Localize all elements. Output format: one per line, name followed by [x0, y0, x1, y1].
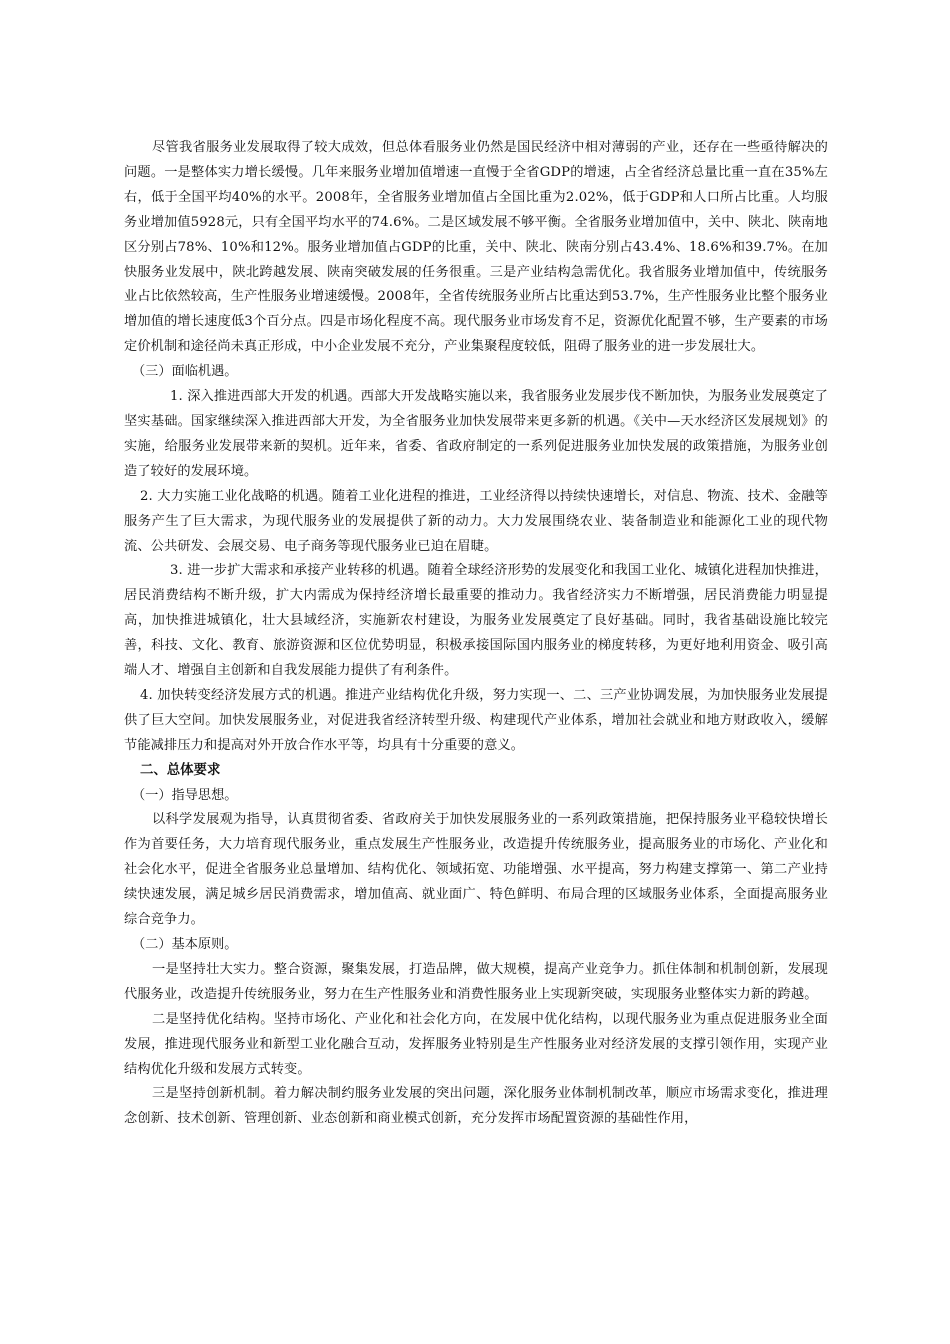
subheading-basic-principles: （二）基本原则。: [132, 937, 238, 952]
paragraph-opportunity-1: 1. 深入推进西部大开发的机遇。西部大开发战略实施以来，我省服务业发展步伐不断加快，为服务业发展奠定了坚实基础。国家继续深入推进西部大开发，为全省服务业加快发展带来更多新的机遇。《关中—天水经济区发展规划》的实施，给服务业发展带来新的契机。近年来，省委、省政府制定的一系列促进服务业加快发展的政策措施，为服务业创造了较好的发展环境。: [124, 389, 828, 479]
paragraph-principle-3: 三是坚持创新机制。着力解决制约服务业发展的突出问题，深化服务业体制机制改革，顺应市场需求变化，推进理念创新、技术创新、管理创新、业态创新和商业模式创新，充分发挥市场配置资源的基础性作用，: [124, 1086, 828, 1127]
paragraph-principle-1: 一是坚持壮大实力。整合资源，聚集发展，打造品牌，做大规模，提高产业竞争力。抓住体制和机制创新，发展现代服务业，改造提升传统服务业，努力在生产性服务业和消费性服务业上实现新突破，实现服务业整体实力新的跨越。: [124, 961, 828, 1002]
document-page: [124, 136, 828, 1132]
paragraph-principle-2: 二是坚持优化结构。坚持市场化、产业化和社会化方向，在发展中优化结构，以现代服务业为重点促进服务业全面发展，推进现代服务业和新型工业化融合互动，发挥服务业特别是生产性服务业对经济发展的支撑引领作用，实现产业结构优化升级和发展方式转变。: [124, 1011, 828, 1077]
subheading-opportunities: （三）面临机遇。: [132, 364, 238, 380]
paragraph-opportunity-3: 3. 进一步扩大需求和承接产业转移的机遇。随着全球经济形势的发展变化和我国工业化、城镇化进程加快推进，居民消费结构不断升级，扩大内需成为保持经济增长最重要的推动力。我省经济实力不断增强，居民消费能力明显提高，加快推进城镇化，壮大县域经济，实施新农村建设，为服务业发展奠定了良好基础。同时，我省基础设施比较完善，科技、文化、教育、旅游资源和区位优势明显，积极承接国际国内服务业的梯度转移，为更好地利用资金、吸引高端人才、增强自主创新和自我发展能力提供了有利条件。: [124, 563, 828, 679]
paragraph-opportunity-4: 4. 加快转变经济发展方式的机遇。推进产业结构优化升级，努力实现一、二、三产业协调发展，为加快服务业发展提供了巨大空间。加快发展服务业，对促进我省经济转型升级、构建现代产业体系，增加社会就业和地方财政收入，缓解节能减排压力和提高对外开放合作水平等，均具有十分重要的意义。: [124, 687, 828, 753]
subheading-guiding-ideology: （一）指导思想。: [132, 787, 238, 803]
paragraph-guiding-ideology: 以科学发展观为指导，认真贯彻省委、省政府关于加快发展服务业的一系列政策措施，把保持服务业平稳较快增长作为首要任务，大力培育现代服务业，重点发展生产性服务业，改造提升传统服务业，提高服务业的市场化、产业化和社会化水平，促进全省服务业总量增加、结构优化、领域拓宽、功能增强、水平提高，努力构建支撑第一、第二产业持续快速发展，满足城乡居民消费需求，增加值高、就业面广、特色鲜明、布局合理的区域服务业体系，全面提高服务业综合竞争力。: [124, 812, 828, 928]
paragraph-problems: 尽管我省服务业发展取得了较大成效，但总体看服务业仍然是国民经济中相对薄弱的产业，还存在一些亟待解决的问题。一是整体实力增长缓慢。几年来服务业增加值增速一直慢于全省GDP的增速，占全省经济总量比重一直在35%左右，低于全国平均40%的水平。2008年，全省服务业增加值占全国比重为2.02%，低于GDP和人口所占比重。人均服务业增加值5928元，只有全国平均水平的74.6%。二是区域发展不够平衡。全省服务业增加值中，关中、陕北、陕南地区分别占78%、10%和12%。服务业增加值占GDP的比重，关中、陕北、陕南分别占43.4%、18.6%和39.7%。在加快服务业发展中，陕北跨越发展、陕南突破发展的任务很重。三是产业结构急需优化。我省服务业增加值中，传统服务业占比依然较高，生产性服务业增速缓慢。2008年，全省传统服务业所占比重达到53.7%，生产性服务业比整个服务业增加值的增长速度低3个百分点。四是市场化程度不高。现代服务业市场发育不足，资源优化配置不够，生产要素的市场定价机制和途径尚未真正形成，中小企业发展不充分，产业集聚程度较低，阻碍了服务业的进一步发展壮大。: [124, 140, 828, 355]
section-heading-overall-requirements: 二、总体要求: [140, 762, 221, 778]
paragraph-opportunity-2: 2. 大力实施工业化战略的机遇。随着工业化进程的推进，工业经济得以持续快速增长，对信息、物流、技术、金融等服务产生了巨大需求，为现代服务业的发展提供了新的动力。大力发展围绕农业、装备制造业和能源化工业的现代物流、公共研发、会展交易、电子商务等现代服务业已迫在眉睫。: [124, 488, 828, 554]
